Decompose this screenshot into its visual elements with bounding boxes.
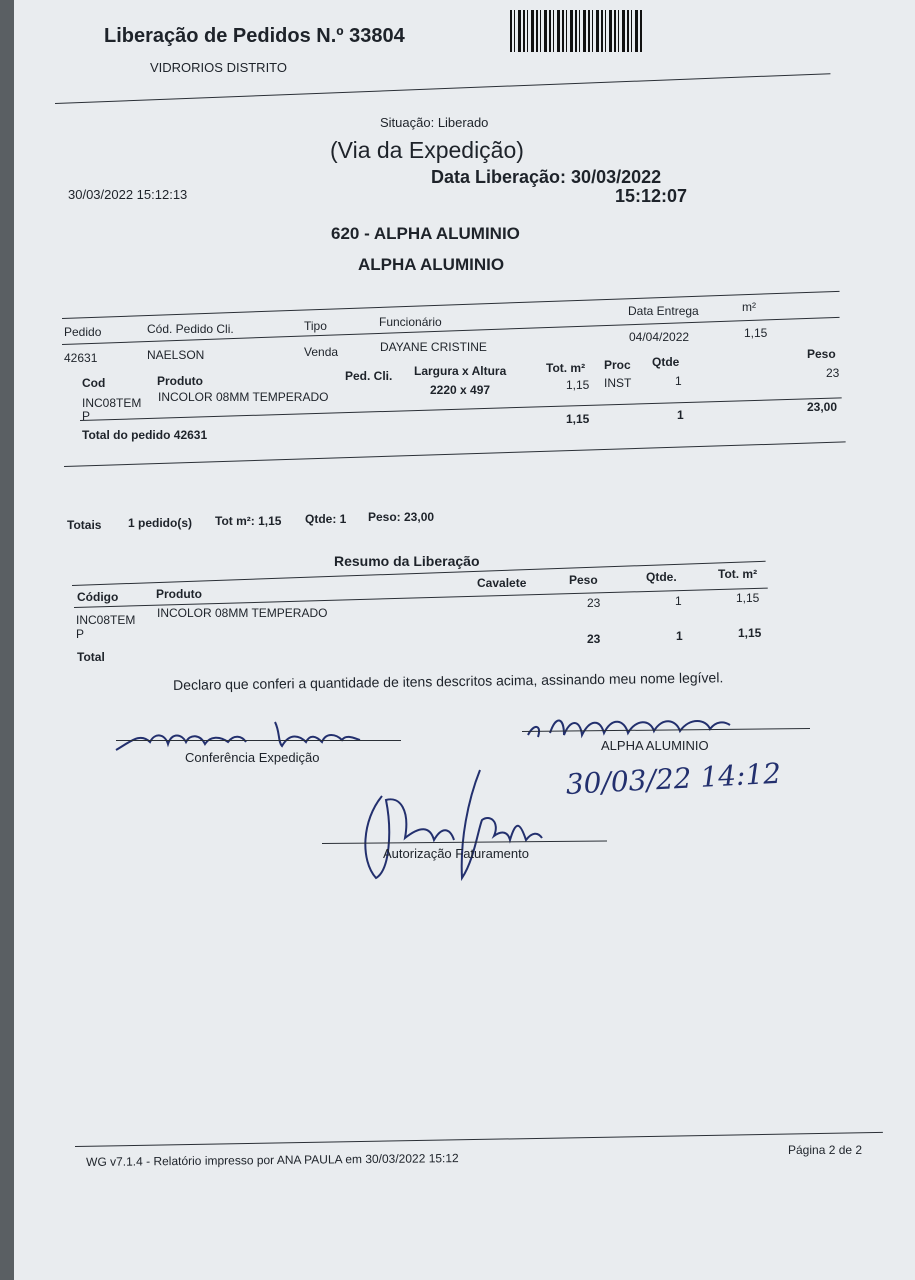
barcode-image xyxy=(510,10,644,52)
handwritten-date: 30/03/22 14:12 xyxy=(565,756,782,801)
resumo-qtde: 1 xyxy=(675,594,682,608)
item-produto: INCOLOR 08MM TEMPERADO xyxy=(158,390,329,404)
item-largura-altura: 2220 x 497 xyxy=(430,383,491,397)
col-header-pedido: Pedido xyxy=(64,325,102,339)
item-cod-line1: INC08TEM xyxy=(82,396,142,410)
item-header-cod: Cod xyxy=(82,376,106,390)
col-header-cod-pedido-cli: Cód. Pedido Cli. xyxy=(147,322,234,336)
col-header-m2: m² xyxy=(742,300,756,314)
data-liberacao: Data Liberação: 30/03/2022 xyxy=(431,167,662,187)
cell-tipo: Venda xyxy=(304,345,339,359)
cliente-codigo: 620 - ALPHA ALUMINIO xyxy=(331,224,520,243)
cell-cod-pedido-cli: NAELSON xyxy=(147,348,205,362)
item-header-largura-altura: Largura x Altura xyxy=(414,364,507,378)
resumo-total-tot-m2: 1,15 xyxy=(738,626,762,640)
totais-peso: Peso: 23,00 xyxy=(368,510,435,524)
resumo-codigo-line2: P xyxy=(76,627,85,641)
autorizacao-label: Autorização Faturamento xyxy=(383,846,529,861)
resumo-codigo-line1: INC08TEM xyxy=(76,613,136,627)
total-pedido-label: Total do pedido 42631 xyxy=(82,428,208,442)
resumo-peso: 23 xyxy=(587,596,601,610)
cell-m2: 1,15 xyxy=(744,326,768,340)
totais-qtde: Qtde: 1 xyxy=(305,512,347,526)
item-header-produto: Produto xyxy=(157,374,203,388)
resumo-header-produto: Produto xyxy=(156,587,202,601)
totais-label: Totais xyxy=(67,518,102,532)
resumo-tot-m2: 1,15 xyxy=(736,591,760,605)
conferencia-signature-line xyxy=(116,740,401,741)
item-proc: INST xyxy=(604,376,632,390)
cell-funcionario: DAYANE CRISTINE xyxy=(380,340,487,354)
autorizacao-signature-image xyxy=(350,760,550,885)
totais-pedidos: 1 pedido(s) xyxy=(128,516,193,530)
cell-pedido: 42631 xyxy=(64,351,98,365)
resumo-total-label: Total xyxy=(77,650,105,664)
cliente-signature-label: ALPHA ALUMINIO xyxy=(601,738,709,753)
total-pedido-peso: 23,00 xyxy=(807,400,838,414)
item-cod-line2: P xyxy=(82,409,91,423)
situacao-label: Situação: Liberado xyxy=(380,115,489,130)
cell-data-entrega: 04/04/2022 xyxy=(629,330,690,344)
conferencia-label: Conferência Expedição xyxy=(185,750,320,765)
document-title: Liberação de Pedidos N.º 33804 xyxy=(104,25,405,47)
cliente-nome: ALPHA ALUMINIO xyxy=(358,255,505,274)
resumo-header-cavalete: Cavalete xyxy=(477,576,527,590)
col-header-data-entrega: Data Entrega xyxy=(628,304,699,318)
footer-pagina: Página 2 de 2 xyxy=(788,1143,863,1157)
item-header-qtde: Qtde xyxy=(652,355,680,369)
item-header-tot-m2: Tot. m² xyxy=(546,361,586,375)
company-name: VIDRORIOS DISTRITO xyxy=(150,60,287,75)
item-qtde: 1 xyxy=(675,374,682,388)
resumo-header-tot-m2: Tot. m² xyxy=(718,567,758,581)
resumo-produto: INCOLOR 08MM TEMPERADO xyxy=(157,606,328,620)
resumo-header-peso: Peso xyxy=(569,573,598,587)
item-tot-m2: 1,15 xyxy=(566,378,590,392)
via-label: (Via da Expedição) xyxy=(330,137,524,163)
footer-impresso: WG v7.1.4 - Relatório impresso por ANA PAULA em 30/03/2022 15:12 xyxy=(86,1151,459,1169)
item-header-peso: Peso xyxy=(807,347,836,361)
resumo-header-qtde: Qtde. xyxy=(646,570,677,584)
item-header-proc: Proc xyxy=(604,358,631,372)
print-timestamp: 30/03/2022 15:12:13 xyxy=(68,187,188,202)
item-header-ped-cli: Ped. Cli. xyxy=(345,369,393,383)
resumo-total-peso: 23 xyxy=(587,632,601,646)
col-header-funcionario: Funcionário xyxy=(379,315,442,329)
totais-m2: Tot m²: 1,15 xyxy=(215,514,282,528)
resumo-total-qtde: 1 xyxy=(676,629,683,643)
total-pedido-m2: 1,15 xyxy=(566,412,590,426)
resumo-header-codigo: Código xyxy=(77,590,119,604)
item-peso: 23 xyxy=(826,366,840,380)
total-pedido-qtde: 1 xyxy=(677,408,684,422)
declaracao-text: Declaro que conferi a quantidade de itens descritos acima, assinando meu nome legível. xyxy=(173,669,724,693)
hora-liberacao: 15:12:07 xyxy=(615,186,688,206)
resumo-title: Resumo da Liberação xyxy=(334,553,480,569)
col-header-tipo: Tipo xyxy=(304,319,327,333)
